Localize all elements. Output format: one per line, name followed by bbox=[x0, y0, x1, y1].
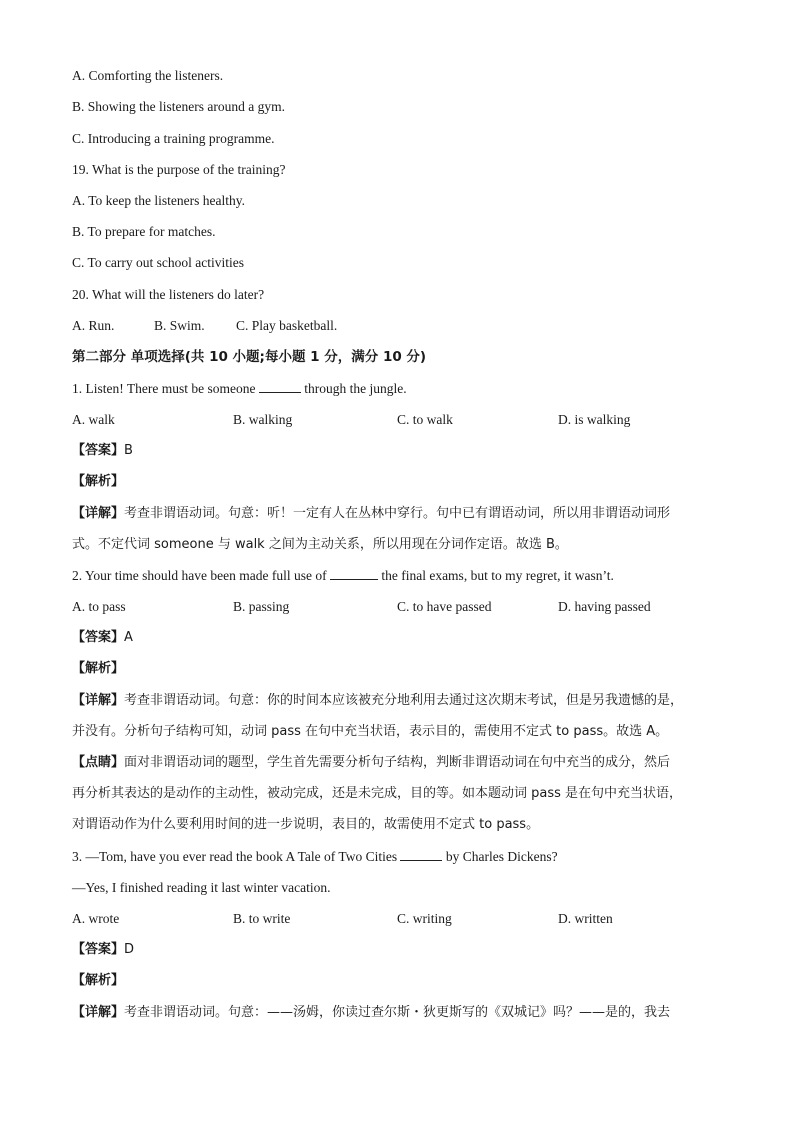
q18-option-b: B. Showing the listeners around a gym. bbox=[72, 99, 285, 114]
q1-stem-before: 1. Listen! There must be someone bbox=[72, 381, 259, 396]
q2-option-a: A. to pass bbox=[72, 599, 126, 614]
q19-option-c: C. To carry out school activities bbox=[72, 255, 245, 270]
q1-blank bbox=[259, 380, 301, 393]
q3-reply: —Yes, I finished reading it last winter vacation. bbox=[72, 880, 331, 895]
q3-option-a: A. wrote bbox=[72, 911, 120, 926]
q3-stem-after: by Charles Dickens? bbox=[442, 849, 558, 864]
q3-analysis-tag: 【解析】 bbox=[72, 973, 125, 988]
q20-option-a: A. Run. bbox=[72, 318, 115, 333]
q1-detail-line2: 式。不定代词 someone 与 walk 之间为主动关系，所以用现在分词作定语。故选 B。 bbox=[72, 537, 568, 552]
q1-analysis-tag: 【解析】 bbox=[72, 474, 125, 489]
q3-detail-tag: 【详解】 bbox=[72, 1005, 125, 1020]
q1-detail-line1 bbox=[72, 505, 670, 523]
q1-stem-after: through the jungle. bbox=[300, 381, 407, 396]
q1-option-c: C. to walk bbox=[397, 412, 453, 427]
q1-detail-text1: 考查非谓语动词。句意：听！一定有人在丛林中穿行。句中已有谓语动词，所以用非谓语动词形 bbox=[124, 506, 671, 521]
q3-answer bbox=[72, 941, 134, 959]
q19-stem: 19. What is the purpose of the training? bbox=[72, 162, 286, 177]
q2-stem-after: the final exams, but to my regret, it wasn’t. bbox=[377, 568, 614, 583]
q2-note-tag: 【点睛】 bbox=[72, 755, 125, 770]
q2-detail-line1 bbox=[72, 692, 683, 710]
q2-stem bbox=[72, 567, 614, 585]
q1-answer-value: B bbox=[124, 443, 133, 458]
q2-option-b: B. passing bbox=[233, 599, 290, 614]
q2-answer-tag: 【答案】 bbox=[72, 630, 125, 645]
q3-detail-line1 bbox=[72, 1004, 670, 1022]
q3-option-c: C. writing bbox=[397, 911, 452, 926]
q3-detail-text1: 考查非谓语动词。句意：——汤姆，你读过查尔斯・狄更斯写的《双城记》吗？——是的，我去 bbox=[124, 1005, 671, 1020]
q1-option-a: A. walk bbox=[72, 412, 115, 427]
section2-title: 第二部分 单项选择(共 10 小题;每小题 1 分，满分 10 分) bbox=[72, 349, 427, 365]
q2-option-d: D. having passed bbox=[558, 599, 651, 614]
q2-stem-before: 2. Your time should have been made full use of bbox=[72, 568, 330, 583]
q2-blank bbox=[330, 567, 378, 580]
q3-option-d: D. written bbox=[558, 911, 613, 926]
q3-answer-tag: 【答案】 bbox=[72, 942, 125, 957]
q1-stem bbox=[72, 380, 407, 398]
q2-note-text1: 面对非谓语动词的题型，学生首先需要分析句子结构，判断非谓语动词在句中充当的成分，然后 bbox=[124, 755, 671, 770]
q2-detail-tag: 【详解】 bbox=[72, 693, 125, 708]
q1-detail-tag: 【详解】 bbox=[72, 506, 125, 521]
q20-option-c: C. Play basketball. bbox=[236, 318, 338, 333]
q3-stem bbox=[72, 848, 558, 866]
q2-note-line2: 再分析其表达的是动作的主动性，被动完成，还是未完成，目的等。如本题动词 pass 是在句中充当状语， bbox=[72, 786, 683, 801]
q1-answer-tag: 【答案】 bbox=[72, 443, 125, 458]
q1-answer bbox=[72, 442, 133, 460]
q3-option-b: B. to write bbox=[233, 911, 291, 926]
q1-option-d: D. is walking bbox=[558, 412, 631, 427]
q2-detail-text1: 考查非谓语动词。句意：你的时间本应该被充分地利用去通过这次期末考试，但是另我遗憾的是， bbox=[124, 693, 684, 708]
q2-analysis-tag: 【解析】 bbox=[72, 661, 125, 676]
q18-option-a: A. Comforting the listeners. bbox=[72, 68, 224, 83]
q19-option-a: A. To keep the listeners healthy. bbox=[72, 193, 246, 208]
q2-option-c: C. to have passed bbox=[397, 599, 492, 614]
q3-stem-before: 3. —Tom, have you ever read the book A Tale of Two Cities bbox=[72, 849, 401, 864]
q18-option-c: C. Introducing a training programme. bbox=[72, 131, 275, 146]
q19-option-b: B. To prepare for matches. bbox=[72, 224, 216, 239]
q20-stem: 20. What will the listeners do later? bbox=[72, 287, 265, 302]
q1-option-b: B. walking bbox=[233, 412, 293, 427]
q2-answer bbox=[72, 629, 133, 647]
q2-detail-line2: 并没有。分析句子结构可知，动词 pass 在句中充当状语，表示目的，需使用不定式 to pass。故选 A。 bbox=[72, 724, 669, 739]
q2-note-line3: 对谓语动作为什么要利用时间的进一步说明，表目的，故需使用不定式 to pass。 bbox=[72, 817, 540, 832]
q20-option-b: B. Swim. bbox=[154, 318, 205, 333]
q3-answer-value: D bbox=[124, 942, 135, 957]
q2-note-line1 bbox=[72, 754, 670, 772]
q3-blank bbox=[400, 848, 442, 861]
q2-answer-value: A bbox=[124, 630, 133, 645]
